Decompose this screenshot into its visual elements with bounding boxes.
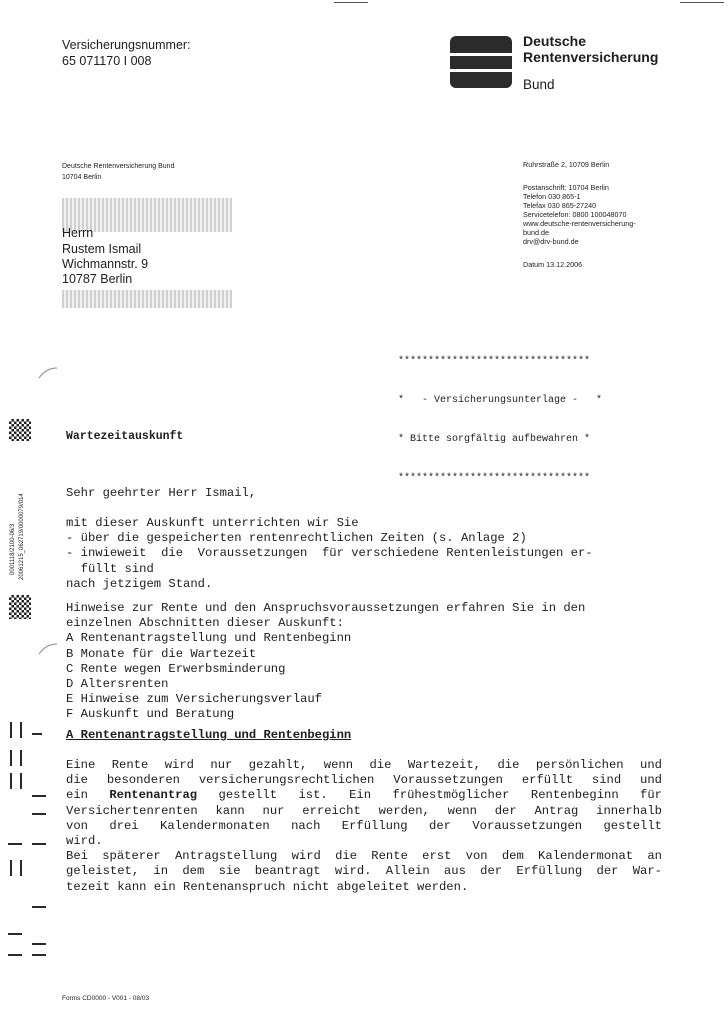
intro-line: - inwieweit die Voraussetzungen für verschiedene Rentenleistungen er- [66,546,593,561]
insurance-number-label: Versicherungsnummer: [62,38,191,52]
notice-box [398,329,602,498]
section-list-item: B Monate für die Wartezeit [66,646,257,661]
logo-name-line2: Rentenversicherung [523,49,659,65]
intro-line: füllt sind [66,561,154,576]
margin-mark [10,750,12,766]
sender-name: Deutsche Rentenversicherung Bund [62,163,175,170]
margin-mark [32,943,46,945]
margin-mark [10,773,12,789]
margin-mark [32,906,46,908]
intro-line: - über die gespeicherten rentenrechtlichen Zeiten (s. Anlage 2) [66,531,527,546]
notice-box-line2: * Bitte sorgfältig aufbewahren * [398,434,591,445]
logo-name-line1: Deutsche [523,33,587,49]
margin-mark [20,722,22,738]
contact-email: drv@drv-bund.de [523,237,579,246]
margin-mark [10,860,12,876]
notice-box-bottom: ******************************** [398,473,591,484]
hints-line: einzelnen Abschnitten dieser Auskunft: [66,616,344,631]
margin-mark [10,722,12,738]
section-list-item: F Auskunft und Beratung [66,707,235,722]
section-list-item: D Altersrenten [66,677,169,692]
scan-line [334,2,368,3]
barcode-icon [9,419,31,441]
scan-line [680,2,724,3]
intro-line: nach jetzigem Stand. [66,576,213,591]
paragraph-line: Versichertenrenten kann nur erreicht werden, wenn der Antrag innerhalb [66,803,662,818]
paragraph-line [66,788,662,803]
recipient-city: 10787 Berlin [62,272,133,286]
contact-web-cont: bund.de [523,228,549,237]
margin-mark [8,843,22,845]
margin-mark [8,933,22,935]
margin-code-1: 0001118/2100-06/3 [10,523,16,575]
section-a-paragraph-1 [66,758,662,895]
recipient-name: Rustem Ismail [62,242,142,256]
recipient-street: Wichmannstr. 9 [62,257,149,271]
paragraph-line: die besonderen versicherungsrechtlichen Voraussetzungen erfüllt sind und [66,773,662,788]
paragraph-line: geleistet, in dem sie beantragt wird. Allein aus der Erfüllung der War- [66,864,662,879]
bold-term: Rentenantrag [109,788,198,803]
greeting [66,486,662,501]
drv-logo-icon [450,36,512,88]
paragraph-line: tezeit kann ein Rentenanspruch nicht abgeleitet werden. [66,879,469,894]
intro-paragraph [66,516,662,592]
margin-mark [32,813,46,815]
paragraph-line: von drei Kalendermonaten nach Erfüllung der Voraussetzungen gestellt [66,818,662,833]
recipient-salutation: Herrn [62,226,94,240]
document-title: Wartezeitauskunft [66,430,184,443]
contact-web: www.deutsche-rentenversicherung- [523,219,636,228]
text-fragment: ein [66,788,110,803]
intro-line: mit dieser Auskunft unterrichten wir Sie [66,516,359,530]
paragraph-line: Bei späterer Antragstellung wird die Rente erst von dem Kalendermonat an [66,849,662,864]
text-fragment: gestellt ist. Ein frühestmöglicher Rentenbeginn für [197,788,662,803]
greeting-text: Sehr geehrter Herr Ismail, [66,486,257,500]
section-a [66,728,662,743]
margin-mark [32,954,46,956]
notice-box-line1: * - Versicherungsunterlage - * [398,395,603,406]
notice-box-top: ******************************** [398,356,591,367]
hints-line: Hinweise zur Rente und den Anspruchsvoraussetzungen erfahren Sie in den [66,601,586,615]
hints-paragraph [66,601,662,723]
contact-service: Servicetelefon: 0800 100048070 [523,210,627,219]
section-a-heading: A Rentenantragstellung und Rentenbeginn [66,728,352,742]
margin-code-2: 20061215_062719/0000079/014 [19,493,25,580]
redacted-block [62,290,232,308]
margin-mark [8,954,22,956]
fold-mark-icon [38,642,58,656]
margin-mark [32,843,46,845]
logo-name-line3: Bund [523,77,555,92]
paragraph-line: Eine Rente wird nur gezahlt, wenn die Wartezeit, die persönlichen und [66,758,662,772]
margin-mark [32,733,42,735]
section-list-item: A Rentenantragstellung und Rentenbeginn [66,631,352,646]
fold-mark-icon [38,366,58,380]
margin-mark [32,795,46,797]
insurance-number: 65 071170 I 008 [62,54,152,68]
contact-phone: Telefon 030 865-1 [523,192,581,201]
sender-city: 10704 Berlin [62,174,102,181]
section-list-item: E Hinweise zum Versicherungsverlauf [66,692,322,707]
form-footer: Forms CD0000 - V001 - 08/03 [62,995,150,1002]
margin-mark [20,750,22,766]
margin-mark [20,773,22,789]
margin-mark [20,860,22,876]
contact-postal: Postanschrift: 10704 Berlin [523,183,609,192]
paragraph-line: wird. [66,834,103,849]
barcode-icon [9,595,31,619]
contact-fax: Telefax 030 865-27240 [523,201,597,210]
section-list-item: C Rente wegen Erwerbsminderung [66,661,286,676]
letter-date: Datum 13.12.2006 [523,260,583,269]
contact-street: Ruhrstraße 2, 10709 Berlin [523,160,610,169]
